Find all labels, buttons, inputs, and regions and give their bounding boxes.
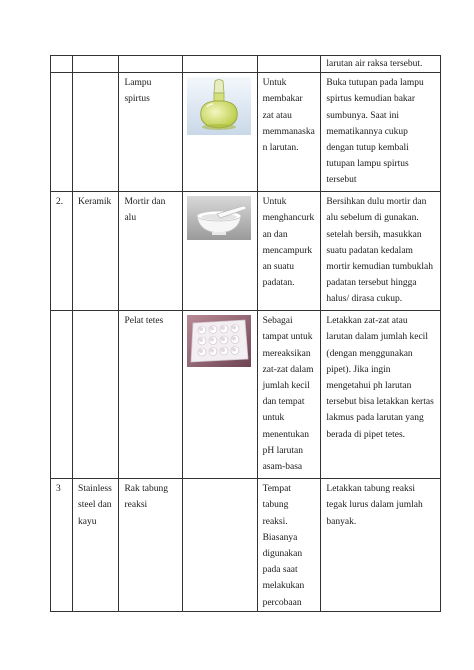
bahan-text: Keramik (78, 197, 112, 208)
spot-plate-image (187, 315, 251, 367)
cell-cara (321, 311, 441, 479)
table-row (51, 73, 441, 192)
bahan-text: Stainless steel dan kayu (78, 484, 112, 527)
cell-cara (321, 479, 441, 612)
cell-gambar (183, 192, 257, 311)
cell-fungsi (257, 192, 321, 311)
table-row (51, 56, 441, 73)
fungsi-text: Sebagai tampat untuk mereaksikan zat-zat dalam jumlah kecil dan tempat untuk menentukan pH larutan asam-basa (262, 316, 314, 473)
cell-no (51, 56, 73, 73)
cell-bahan (73, 479, 119, 612)
cell-fungsi (257, 479, 321, 612)
fungsi-text: Untuk menghancurk an dan mencampurk an suatu padatan. (262, 197, 315, 289)
cell-no (51, 311, 73, 479)
cell-gambar (183, 311, 257, 479)
cell-no (51, 192, 73, 311)
table-row (51, 311, 441, 479)
cell-alat (119, 479, 183, 612)
cell-bahan (73, 192, 119, 311)
cara-text: Letakkan zat-zat atau larutan dalam jumlah kecil (dengan menggunakan pipet). Jika ingin mengetahui ph larutan tersebut bisa letakkan kertas lakmus pada larutan yang berada di pipet tetes. (326, 316, 434, 440)
cell-gambar (183, 479, 257, 612)
alat-text: Rak tabung reaksi (124, 484, 169, 511)
cara-text: Bersihkan dulu mortir dan alu sebelum di gunakan. setelah bersih, masukkan suatu padatan kedalam mortir kemudian tumbuklah padatan tersebut hingga halus/ dirasa cukup. (326, 197, 433, 305)
row-number: 2. (56, 197, 64, 208)
cell-no (51, 73, 73, 192)
cell-gambar (183, 73, 257, 192)
cell-alat (119, 73, 183, 192)
spirit-lamp-image (187, 77, 251, 135)
alat-text: Pelat tetes (124, 316, 164, 327)
row-number: 3 (56, 484, 61, 495)
cara-text: larutan air raksa tersebut. (326, 59, 423, 69)
cell-alat (119, 56, 183, 73)
cell-cara (321, 73, 441, 192)
fungsi-text: Tempat tabung reaksi. Biasanya digunakan pada saat melakukan percobaan (262, 484, 305, 608)
cell-fungsi (257, 56, 321, 73)
cara-text: Buka tutupan pada lampu spirtus kemudian bakar sumbunya. Saat ini mematikannya cukup dengan tutup kembali tutupan lampu spirtus tersebut (326, 78, 424, 186)
cell-alat (119, 192, 183, 311)
table-row (51, 479, 441, 612)
cell-fungsi (257, 73, 321, 192)
lab-equipment-table (50, 55, 441, 612)
fungsi-text: Untuk membakar zat atau memmanaska n larutan. (262, 78, 315, 154)
cara-text: Letakkan tabung reaksi tegak lurus dalam jumlah banyak. (326, 484, 423, 527)
alat-text: Mortir dan alu (124, 197, 166, 224)
cell-bahan (73, 311, 119, 479)
cell-fungsi (257, 311, 321, 479)
cell-gambar (183, 56, 257, 73)
cell-cara (321, 192, 441, 311)
cell-no (51, 479, 73, 612)
alat-text: Lampu spirtus (124, 78, 152, 105)
cell-bahan (73, 73, 119, 192)
cell-cara (321, 56, 441, 73)
table-row (51, 192, 441, 311)
cell-bahan (73, 56, 119, 73)
cell-alat (119, 311, 183, 479)
mortar-pestle-image (187, 196, 251, 240)
